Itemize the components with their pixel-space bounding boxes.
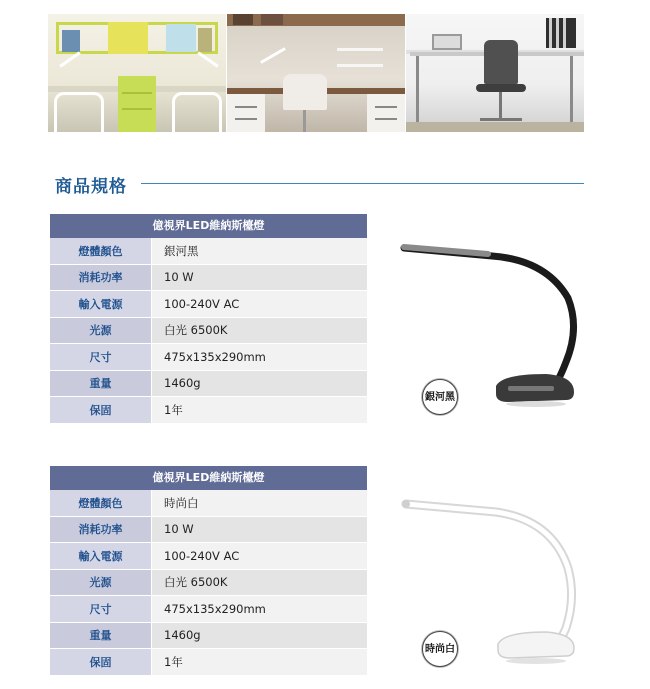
spec-table-black xyxy=(50,214,367,423)
spec-row-light xyxy=(50,569,367,596)
spec-table-title: 億視界LED維納斯檯燈 xyxy=(50,214,367,238)
spec-value: 100-240V AC xyxy=(152,543,367,569)
spec-row-power xyxy=(50,264,367,291)
spec-label: 消耗功率 xyxy=(50,265,152,291)
spec-label: 燈體顏色 xyxy=(50,238,152,264)
spec-value: 1460g xyxy=(152,371,367,397)
spec-value: 白光 6500K xyxy=(152,570,367,596)
spec-row-weight xyxy=(50,370,367,397)
spec-row-light xyxy=(50,317,367,344)
spec-row-warranty xyxy=(50,648,367,675)
section-title: 商品規格 xyxy=(55,177,127,197)
spec-value: 10 W xyxy=(152,265,367,291)
spec-row-size xyxy=(50,343,367,370)
spec-value: 1年 xyxy=(152,397,367,423)
spec-value: 時尚白 xyxy=(152,490,367,516)
spec-value: 475x135x290mm xyxy=(152,344,367,370)
spec-label: 光源 xyxy=(50,318,152,344)
spec-row-warranty xyxy=(50,396,367,423)
spec-table-white xyxy=(50,466,367,675)
spec-row-color xyxy=(50,490,367,516)
room-banner xyxy=(48,14,584,132)
spec-label: 尺寸 xyxy=(50,596,152,622)
spec-value: 475x135x290mm xyxy=(152,596,367,622)
spec-row-input xyxy=(50,290,367,317)
spec-label: 消耗功率 xyxy=(50,517,152,543)
spec-row-input xyxy=(50,542,367,569)
spec-value: 10 W xyxy=(152,517,367,543)
spec-label: 保固 xyxy=(50,649,152,675)
spec-row-power xyxy=(50,516,367,543)
spec-table-title: 億視界LED維納斯檯燈 xyxy=(50,466,367,490)
color-badge: 銀河黑 xyxy=(422,379,458,415)
spec-row-color xyxy=(50,238,367,264)
banner-photo-study-room xyxy=(48,14,226,132)
spec-label: 重量 xyxy=(50,371,152,397)
color-badge: 時尚白 xyxy=(422,631,458,667)
spec-value: 銀河黑 xyxy=(152,238,367,264)
spec-row-weight xyxy=(50,622,367,649)
spec-label: 光源 xyxy=(50,570,152,596)
spec-value: 100-240V AC xyxy=(152,291,367,317)
spec-label: 輸入電源 xyxy=(50,543,152,569)
spec-label: 保固 xyxy=(50,397,152,423)
spec-label: 重量 xyxy=(50,623,152,649)
section-divider xyxy=(141,183,584,184)
spec-label: 輸入電源 xyxy=(50,291,152,317)
banner-photo-office xyxy=(406,14,584,132)
spec-value: 白光 6500K xyxy=(152,318,367,344)
spec-value: 1460g xyxy=(152,623,367,649)
banner-photo-wood-desk xyxy=(227,14,405,132)
spec-label: 尺寸 xyxy=(50,344,152,370)
spec-label: 燈體顏色 xyxy=(50,490,152,516)
spec-value: 1年 xyxy=(152,649,367,675)
spec-row-size xyxy=(50,595,367,622)
